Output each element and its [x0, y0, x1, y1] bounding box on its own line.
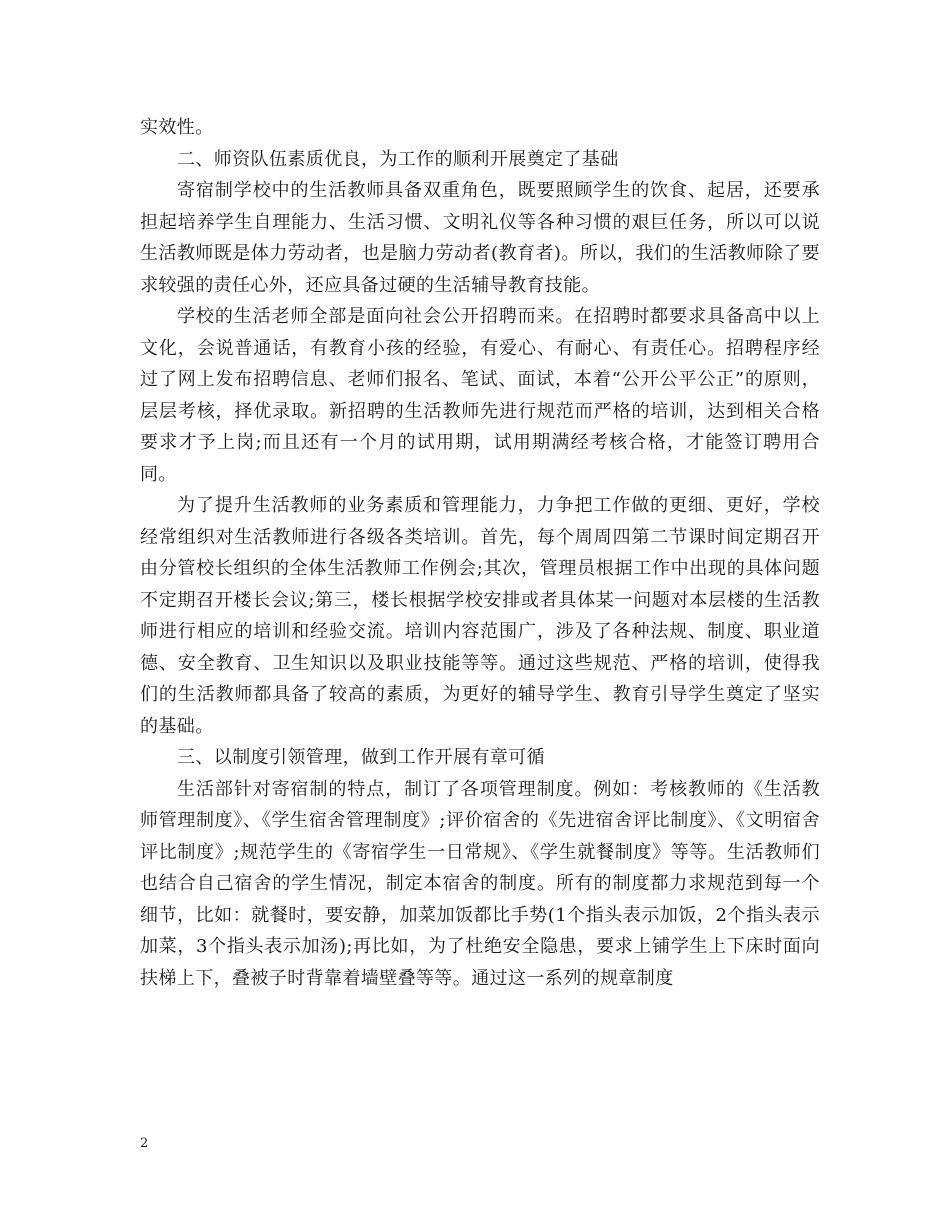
paragraph-5: 为了提升生活教师的业务素质和管理能力，力争把工作做的更细、更好，学校经常组织对生活教师进行各级各类培训。首先，每个周周四第二节课时间定期召开由分管校长组织的全体生活教师工作例会;其次，管理员根据工作中出现的具体问题不定期召开楼长会议;第三，楼长根据学校安排或者具体某一问题对本层楼的生活教师进行相应的培训和经验交流。培训内容范围广，涉及了各种法规、制度、职业道德、安全教育、卫生知识以及职业技能等等。通过这些规范、严格的培训，使得我们的生活教师都具备了较高的素质，为更好的辅导学生、教育引导学生奠定了坚实的基础。 [140, 495, 820, 737]
paragraph-4: 学校的生活老师全部是面向社会公开招聘而来。在招聘时都要求具备高中以上文化，会说普通话，有教育小孩的经验，有爱心、有耐心、有责任心。招聘程序经过了网上发布招聘信息、老师们报名、笔试、面试，本着“公开公平公正”的原则，层层考核，择优录取。新招聘的生活教师先进行规范而严格的培训，达到相关合格要求才予上岗;而且还有一个月的试用期，试用期满经考核合格，才能签订聘用合同。 [140, 306, 820, 485]
section-heading-3: 三、以制度引领管理，做到工作开展有章可循 [177, 747, 545, 768]
page-number: 2 [140, 1136, 149, 1151]
section-heading-2: 二、师资队伍素质优良，为工作的顺利开展奠定了基础 [177, 148, 619, 170]
document-body [140, 112, 820, 994]
paragraph-1: 实效性。 [140, 117, 214, 138]
paragraph-7: 生活部针对寄宿制的特点，制订了各项管理制度。例如：考核教师的《生活教师管理制度》、《学生宿舍管理制度》;评价宿舍的《先进宿舍评比制度》、《文明宿舍评比制度》;规范学生的《寄宿学生一日常规》、《学生就餐制度》等等。生活教师们也结合自己宿舍的学生情况，制定本宿舍的制度。所有的制度都力求规范到每一个细节，比如：就餐时，要安静，加菜加饭都比手势(1个指头表示加饭，2个指头表示加菜，3个指头表示加汤);再比如，为了杜绝安全隐患，要求上铺学生上下床时面向扶梯上下，叠被子时背靠着墙壁叠等等。通过这一系列的规章制度 [140, 778, 820, 989]
paragraph-3: 寄宿制学校中的生活教师具备双重角色，既要照顾学生的饮食、起居，还要承担起培养学生自理能力、生活习惯、文明礼仪等各种习惯的艰巨任务，所以可以说生活教师既是体力劳动者，也是脑力劳动者(教育者)。所以，我们的生活教师除了要求较强的责任心外，还应具备过硬的生活辅导教育技能。 [140, 180, 820, 296]
